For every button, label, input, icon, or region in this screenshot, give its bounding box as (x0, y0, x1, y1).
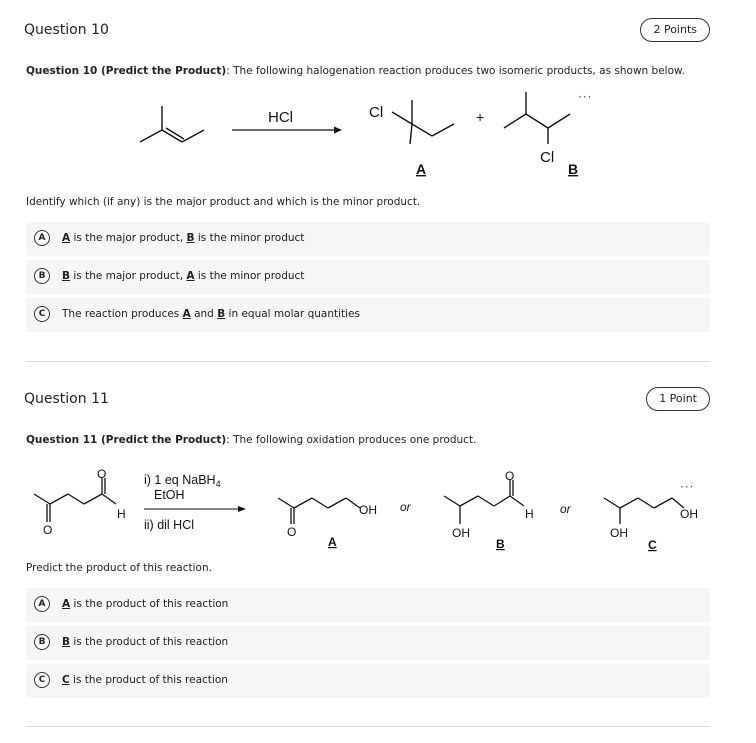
q10-plus: + (476, 109, 485, 125)
more-horizontal-icon[interactable]: ··· (578, 90, 593, 104)
question-11-heading: Question 11 (24, 391, 109, 407)
question-11-option-b[interactable] (26, 626, 710, 660)
question-11-prompt (26, 434, 476, 446)
q10-reactant-alkene (140, 106, 204, 142)
question-11-option-a[interactable] (26, 588, 710, 622)
q11-product-b-o: O (505, 469, 515, 483)
question-10-prompt-text: : The following halogenation reaction produces two isomeric products, as shown below. (226, 65, 685, 77)
option-letter-badge: A (34, 230, 50, 246)
q11-product-a-o: O (287, 525, 297, 539)
option-text: A is the product of this reaction (62, 598, 229, 610)
q10-product-b (504, 92, 570, 144)
q11-label-b: B (496, 537, 505, 551)
question-11-reaction-scheme (20, 466, 720, 558)
question-11-prompt-text: : The following oxidation produces one product. (226, 434, 477, 446)
q10-product-a-cl: Cl (369, 104, 384, 121)
q11-or-1: or (400, 500, 411, 514)
question-10-option-a[interactable] (26, 222, 710, 256)
q11-reactant-o1: O (97, 467, 107, 481)
q11-label-a: A (328, 535, 337, 549)
question-11-points-badge: 1 Point (646, 387, 710, 411)
question-10-heading: Question 10 (24, 22, 109, 38)
option-letter-badge: B (34, 634, 50, 650)
option-text: A is the major product, B is the minor product (62, 232, 305, 244)
q11-product-a-oh: OH (359, 503, 377, 517)
question-10-reaction-scheme (120, 84, 620, 184)
question-11-instruction: Predict the product of this reaction. (26, 562, 212, 574)
section-divider (26, 361, 710, 362)
option-letter-badge: A (34, 596, 50, 612)
option-letter-badge: C (34, 672, 50, 688)
q10-product-b-cl: Cl (540, 149, 555, 166)
q11-reactant (34, 478, 116, 522)
option-text: B is the major product, A is the minor product (62, 270, 305, 282)
option-text: B is the product of this reaction (62, 636, 229, 648)
question-10-option-c[interactable] (26, 298, 710, 332)
q11-label-c: C (648, 538, 657, 552)
question-11-prompt-title: Question 11 (Predict the Product) (26, 434, 227, 446)
option-text: C is the product of this reaction (62, 674, 228, 686)
q11-product-b-oh: OH (452, 526, 470, 540)
more-horizontal-icon[interactable]: ··· (680, 480, 695, 494)
q11-reactant-o2: O (43, 523, 53, 537)
q11-or-2: or (560, 502, 571, 516)
q10-label-b: B (568, 161, 579, 177)
option-letter-badge: C (34, 306, 50, 322)
q10-product-a (392, 100, 454, 144)
q11-product-b (444, 480, 524, 524)
option-letter-badge: B (34, 268, 50, 284)
question-10-option-b[interactable] (26, 260, 710, 294)
question-10-points-badge: 2 Points (640, 18, 710, 42)
q11-product-c-oh1: OH (610, 526, 628, 540)
q11-product-a (278, 498, 360, 524)
q11-reagent-2: ii) dil HCl (144, 518, 194, 532)
q11-reagent-1b: EtOH (154, 488, 185, 502)
question-11-option-c[interactable] (26, 664, 710, 698)
q11-reagent-1: i) 1 eq NaBH$_4$ (144, 473, 221, 489)
q10-label-a: A (416, 161, 427, 177)
q11-product-c (604, 498, 684, 524)
section-divider (26, 726, 710, 727)
q11-reactant-h: H (117, 507, 126, 521)
option-text: The reaction produces A and B in equal molar quantities (62, 308, 360, 320)
question-10-prompt-title: Question 10 (Predict the Product) (26, 65, 227, 77)
q10-reagent: HCl (268, 109, 293, 126)
question-10-prompt (26, 65, 685, 77)
q11-product-c-oh2: OH (680, 507, 698, 521)
q11-product-b-h: H (525, 507, 534, 521)
question-10-instruction: Identify which (if any) is the major product and which is the minor product. (26, 196, 421, 208)
